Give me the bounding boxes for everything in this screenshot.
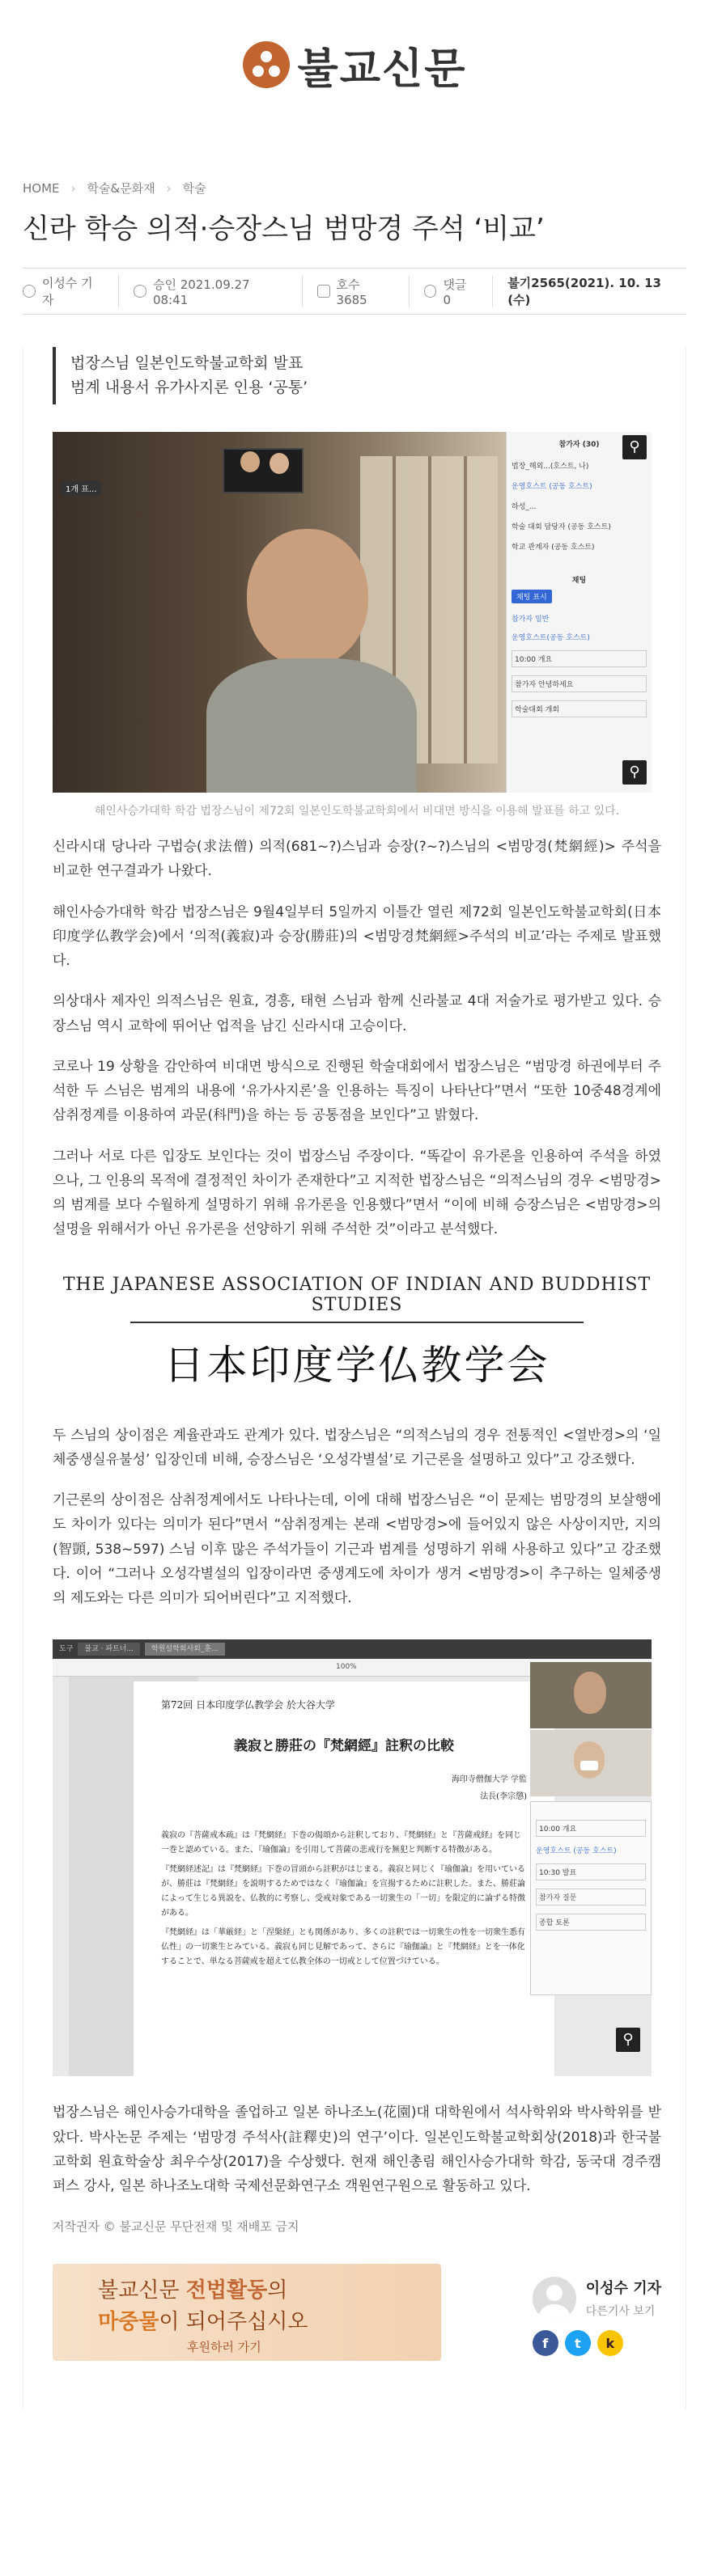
paragraph: 기근론의 상이점은 삼취정계에서도 나타나는데, 이에 대해 법장스님은 “이 문제는 범망경의 보살행에도 차이가 있다는 의미가 된다”면서 “삼취정계는 본래 <범망경>에 들어있지 않은 사상이지만, 지의(智顗, 538~597) 스님 이후 많은 주석가들이 기근과 범계를 성명하기 위해 사용하고 있다”고 강조했다. 이어 “그러나 오성각별설의 입장이라면 중생계도에 차이가 생겨 <범망경>이 추구하는 일체중생의 제도와는 다른 의미가 되어버린다”고 지적했다.	[53, 1492, 661, 1607]
participant-item: 운영호스트 (공동 호스트)	[512, 483, 592, 492]
donation-banner[interactable]	[53, 2264, 441, 2361]
search-icon[interactable]: ⚲	[622, 435, 647, 459]
banner-text: 전법활동	[185, 2278, 268, 2303]
participant-item: 학술 대회 담당자 (공동 호스트)	[512, 523, 611, 532]
facebook-icon[interactable]: f	[533, 2330, 558, 2356]
doc-title: 義寂と勝莊の『梵網經』註釈の比較	[234, 1738, 454, 1755]
article-summary	[53, 347, 661, 404]
chat-item: 학술대회 개회	[512, 700, 647, 717]
breadcrumb	[23, 180, 686, 197]
chat-item: 참가자 일반	[512, 615, 550, 624]
search-icon[interactable]: ⚲	[622, 760, 647, 785]
participant-item: 하성_...	[512, 503, 537, 512]
chevron-right-icon: ›	[166, 180, 172, 196]
banner-text: 이 되어주십시오	[159, 2310, 308, 2335]
doc-paragraph: 『梵網経述記』は『梵網経』下巻の冒頭から註釈がはじまる。義寂と同じく『瑜伽論』を用いているが、勝莊は『梵網経』を説明するためではなく『瑜伽論』を宣揚するために註釈した。また、勝莊論によって生じる異説を、仏教的に考察し、受戒対象である一切衆生の「一切」を限定的に論ずる特徴がある。	[161, 1865, 525, 1918]
paragraph: 코로나 19 상황을 감안하여 비대면 방식으로 진행된 학술대회에서 법장스님은 “범망경 하권에부터 주석한 두 스님은 범계의 내용에 ‘유가사지론’을 인용하는 특징이 나타난다”면서 “또한 10중48경계에 삼취정계를 이용하여 과문(科門)을 하는 등 공통점을 보인다”고 밝혔다.	[53, 1058, 661, 1124]
chat-item: 참가자 질문	[536, 1889, 646, 1906]
participant-item: 법장_해외...(호스트, 나)	[512, 463, 589, 472]
meta-issue: 호수 3685	[336, 277, 367, 307]
doc-paragraph: 義寂の『菩薩戒本疏』は『梵網経』下巻の偈頌から註釈しており、『梵網経』と『菩薩戒経』を同じ一巻と認めている。また、『瑜伽論』を引用して菩薩の悲戒行を無犯と判断する特徴がある。	[161, 1831, 521, 1855]
breadcrumb-subsection[interactable]: 학술	[182, 181, 206, 196]
search-icon[interactable]: ⚲	[616, 2028, 640, 2052]
newspaper-icon	[317, 285, 330, 298]
summary-line: 범계 내용서 유가사지론 인용 ‘공통’	[70, 378, 308, 396]
association-name-jp: 日本印度学仏教学会	[163, 1341, 550, 1389]
paragraph: 두 스님의 상이점은 계율관과도 관계가 있다. 법장스님은 “의적스님의 경우 전통적인 <열반경>의 ‘일체중생실유불성’ 입장인데 비해, 승장스님은 ‘오성각별설’로 기근론을 설명하고 있다”고 강조했다.	[53, 1427, 661, 1468]
summary-line: 법장스님 일본인도학불교학회 발표	[70, 354, 304, 373]
article-body	[23, 347, 686, 2409]
pdf-page	[134, 1681, 554, 2076]
more-articles-link[interactable]: 다른기사 보기	[585, 2305, 656, 2319]
author-box	[533, 2277, 661, 2356]
chat-item: 운영호스트 (공동 호스트)	[536, 1847, 617, 1856]
browser-tab[interactable]: 도구	[59, 1645, 74, 1654]
article-image[interactable]	[53, 1639, 652, 2076]
video-tile	[530, 1730, 652, 1796]
chat-tab[interactable]: 채팅 표시	[512, 590, 552, 603]
person-icon	[23, 285, 36, 298]
meta-comments[interactable]: 댓글 0	[443, 277, 467, 307]
share-buttons	[533, 2330, 661, 2356]
logo-text: 불교신문	[297, 44, 467, 94]
doc-header: 第72回 日本印度学仏教学会 於大谷大学	[161, 1699, 335, 1711]
donate-link[interactable]: 후원하러 가기	[187, 2340, 261, 2355]
article-meta	[23, 268, 686, 315]
paragraph: 법장스님은 해인사승가대학을 졸업하고 일본 하나조노(花園)대 대학원에서 석사학위와 박사학위를 받았다. 박사논문 주제는 ‘범망경 주석사(註釋史)의 연구’이다. 일본인도학불교학회상(2018)과 한국불교학회 원효학술상 최우수상(2017)을 수상했다. 현재 해인총림 해인사승가대학 학감, 동국대 경주캠퍼스 강사, 일본 하나조노대학 국제선문화연구소 객원연구원으로 활동하고 있다.	[53, 2104, 661, 2195]
paragraph: 그러나 서로 다른 입장도 보인다는 것이 법장스님 주장이다. “똑같이 유가론을 인용하여 주석을 하였으나, 그 인용의 목적에 결정적인 차이가 존재한다”고 지적한 법장스님은 “의적스님의 경우 <범망경>의 범계를 보다 수월하게 설명하기 위해 유가론을 인용했다”면서 “이에 비해 승장스님은 <범망경>의 설명을 위해서가 아닌 유가론을 선양하기 위해 주석한 것”이라고 분석했다.	[53, 1148, 661, 1238]
paragraph: 해인사승가대학 학감 법장스님은 9월4일부터 5일까지 이틀간 열린 제72회 일본인도학불교학회(日本印度学仏教学会)에서 ‘의적(義寂)과 승장(勝莊)의 <범망경梵網經>주석의 비교’라는 주제로 발표했다.	[53, 903, 661, 970]
paragraph: 신라시대 당나라 구법승(求法僧) 의적(681~?)스님과 승장(?~?)스님의 <범망경(梵網經)> 주석을 비교한 연구결과가 나왔다.	[53, 839, 661, 880]
photo-document-screen	[53, 1639, 661, 2076]
kakao-icon[interactable]: k	[597, 2330, 623, 2356]
association-logo-image	[53, 1275, 661, 1391]
chevron-right-icon: ›	[70, 180, 76, 196]
browser-tab[interactable]: 학원설학회사회_훈...	[145, 1643, 225, 1656]
participant-item: 학교 관계자 (공동 호스트)	[512, 544, 595, 552]
browser-tabs	[53, 1639, 652, 1659]
banner-text: 의	[267, 2278, 288, 2303]
chat-item: 종합 토론	[536, 1914, 646, 1931]
copyright-notice: 저작권자 © 불교신문 무단전재 및 재배포 금지	[53, 2219, 299, 2235]
avatar	[533, 2277, 576, 2320]
divider	[130, 1322, 584, 1323]
chat-panel	[530, 1801, 652, 1995]
association-name-en: THE JAPANESE ASSOCIATION OF INDIAN AND BUDDHIST STUDIES	[62, 1274, 652, 1315]
meta-author[interactable]: 이성수 기자	[41, 276, 93, 308]
clock-icon	[134, 285, 146, 298]
article-footer	[53, 2264, 661, 2361]
logo-icon	[243, 41, 290, 88]
chat-item: 10:30 발표	[536, 1863, 646, 1880]
doc-author: 法長(李宗懲)	[480, 1792, 527, 1802]
page-title: 신라 학승 의적·승장스님 범망경 주석 ‘비교’	[23, 213, 545, 245]
chat-title: 채팅	[571, 577, 587, 586]
overlay-label: 1개 표...	[61, 480, 101, 496]
participants-panel	[506, 432, 652, 793]
banner-text: 마중물	[98, 2310, 159, 2335]
breadcrumb-section[interactable]: 학술&문화재	[87, 181, 155, 196]
meta-approved: 승인 2021.09.27 08:41	[152, 277, 250, 307]
twitter-icon[interactable]: t	[565, 2330, 591, 2356]
site-header	[0, 0, 709, 129]
comment-icon	[424, 285, 437, 298]
chat-item: 10:00 개요	[512, 650, 647, 667]
video-tile	[530, 1662, 652, 1728]
breadcrumb-home[interactable]: HOME	[23, 180, 60, 196]
chat-item: 참가자 안녕하세요	[512, 675, 647, 692]
image-caption: 해인사승가대학 학감 법장스님이 제72회 일본인도학불교학회에서 비대면 방식을 이용해 발표를 하고 있다.	[94, 805, 620, 818]
paragraph: 의상대사 제자인 의적스님은 원효, 경흥, 태현 스님과 함께 신라불교 4대 저술가로 평가받고 있다. 승장스님 역시 교학에 뛰어난 업적을 남긴 신라시대 고승이다.	[53, 993, 661, 1034]
chat-item: 운영호스트(공동 호스트)	[512, 634, 590, 643]
browser-tab[interactable]: 불교 · 파트너...	[78, 1643, 140, 1656]
doc-paragraph: 『梵網経』は「華厳経」と「涅槃経」とも関係があり、多くの註釈では一切衆生の性を一切衆生悉有仏性」の一切衆生とみている。義寂も同じ見解であって、さらに『瑜伽論』と『梵網経』とを一体化することで、単なる菩薩戒を超えて仏教全体の一切戒として位置づけている。	[161, 1928, 525, 1967]
zoom-level[interactable]: 100%	[336, 1663, 357, 1672]
article-image[interactable]	[53, 432, 652, 793]
author-name[interactable]: 이성수 기자	[585, 2280, 661, 2298]
photo-zoom-presentation	[53, 432, 661, 818]
site-logo[interactable]	[243, 35, 467, 95]
chat-item: 10:00 개요	[536, 1820, 646, 1837]
meta-date: 불기2565(2021). 10. 13 (수)	[507, 276, 661, 308]
banner-text: 불교신문	[98, 2278, 186, 2303]
panel-title: 참가자 (30)	[558, 441, 600, 450]
doc-author: 海印寺僧伽大学 学監	[451, 1775, 527, 1785]
